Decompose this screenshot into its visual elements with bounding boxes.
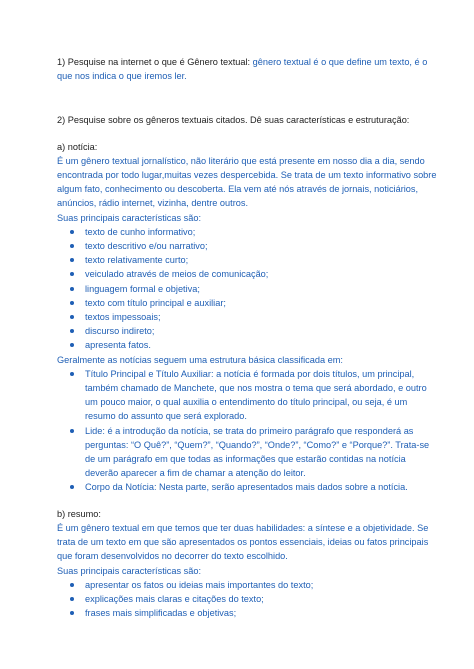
noticia-structure-label: Geralmente as notícias seguem uma estrutura básica classificada em: — [57, 354, 343, 365]
resumo-characteristics-label: Suas principais características são: — [57, 565, 201, 576]
list-item: textos impessoais; — [85, 310, 438, 324]
resumo-characteristics-list — [57, 578, 438, 621]
noticia-characteristics-label: Suas principais características são: — [57, 212, 201, 223]
list-item: Lide: é a introdução da notícia, se trata do primeiro parágrafo que responderá as perguntas: “O Quê?”, “Quem?”, “Quando?”, “Onde?”, “Como?” e “Porque?”. Trata-se de um parágrafo em que todas as informações que estarão contidas na notícia deverão aparecer a fim de chamar a atenção do leitor. — [85, 424, 438, 481]
list-item: texto de cunho informativo; — [85, 225, 438, 239]
list-item: explicações mais claras e citações do texto; — [85, 592, 438, 606]
noticia-intro: É um gênero textual jornalístico, não literário que está presente em nosso dia a dia, sendo encontrada por todo lugar,muitas vezes despercebida. Se trata de um texto informativo sobre algum fato, conhecimento ou descoberta. Ela vem até nós através de jornais, noticiários, anúncios, rádio internet, vizinha, dentre outros. — [57, 155, 437, 209]
question-1-answer: gênero textual é o que define um texto, é o que nos indica o que iremos ler. — [57, 57, 428, 82]
list-item: discurso indireto; — [85, 324, 438, 338]
section-noticia-heading: a) notícia: — [57, 141, 98, 152]
list-item: apresentar os fatos ou ideias mais importantes do texto; — [85, 578, 438, 592]
section-noticia — [57, 140, 438, 495]
section-resumo — [57, 507, 438, 621]
list-item: veiculado através de meios de comunicação; — [85, 267, 438, 281]
list-item: Título Principal e Título Auxiliar: a notícia é formada por dois títulos, um principal, também chamado de Manchete, que nos mostra o tema que será abordado, e outro um pouco maior, o qual auxilia o entendimento do título principal, ou seja, é um resumo do assunto que será explorado. — [85, 367, 438, 424]
question-2: 2) Pesquise sobre os gêneros textuais citados. Dê suas características e estruturação: — [57, 115, 410, 126]
list-item: texto relativamente curto; — [85, 253, 438, 267]
list-item: texto descritivo e/ou narrativo; — [85, 239, 438, 253]
question-1-text: 1) Pesquise na internet o que é Gênero textual: — [57, 57, 253, 67]
list-item: linguagem formal e objetiva; — [85, 282, 438, 296]
list-item: texto com título principal e auxiliar; — [85, 296, 438, 310]
noticia-structure-list — [57, 367, 438, 495]
section-resumo-heading: b) resumo: — [57, 508, 101, 519]
spacer — [57, 495, 438, 507]
list-item: apresenta fatos. — [85, 338, 438, 352]
noticia-characteristics-list — [57, 225, 438, 353]
list-item: frases mais simplificadas e objetivas; — [85, 606, 438, 620]
list-item: Corpo da Notícia: Nesta parte, serão apresentados mais dados sobre a notícia. — [85, 480, 438, 494]
resumo-intro: É um gênero textual em que temos que ter duas habilidades: a síntese e a objetividade. Se trata de um texto em que são apresentados os pontos essenciais, ideias ou fatos principais que foram desenvolvidos no decorrer do texto escolhido. — [57, 522, 429, 562]
question-1 — [57, 55, 438, 83]
